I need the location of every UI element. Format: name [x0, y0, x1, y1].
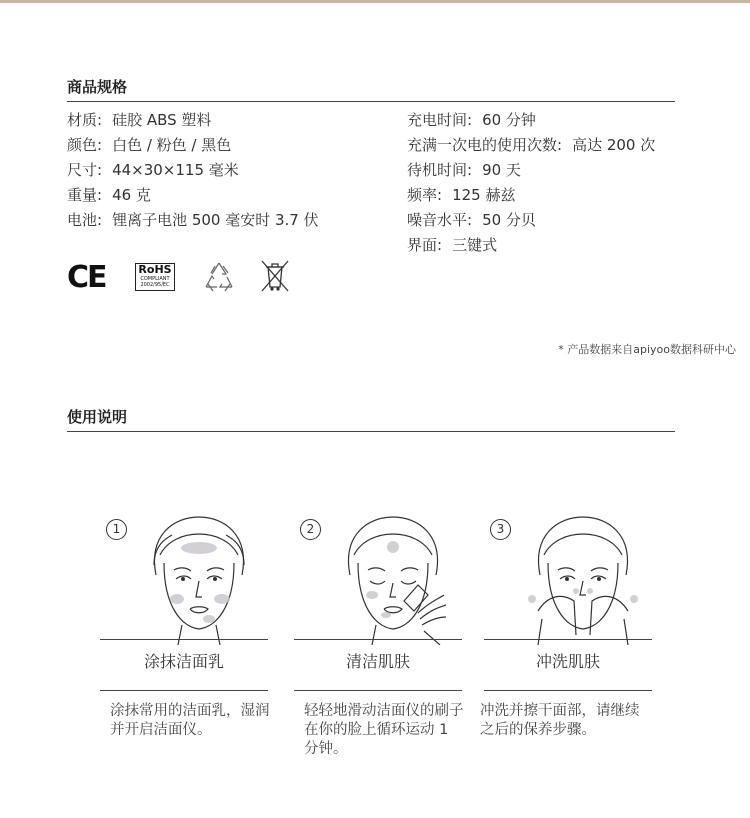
spec-label: 电池: — [67, 211, 103, 229]
step-title-rule-bottom — [294, 690, 462, 691]
specs-rule — [67, 101, 675, 102]
spec-label: 界面: — [407, 236, 443, 254]
weee-bin-icon — [259, 258, 291, 294]
spec-value: 46 克 — [112, 186, 151, 204]
spec-row-color — [67, 133, 319, 158]
spec-row-weight — [67, 183, 319, 208]
recycle-icon — [201, 260, 237, 294]
step-number-3: 3 — [490, 519, 511, 540]
step-title-3: 冲洗肌肤 — [535, 652, 600, 671]
spec-row-material — [67, 108, 319, 133]
spec-row-uses-per-charge — [407, 133, 655, 158]
usage-title: 使用说明 — [67, 408, 128, 426]
spec-label: 重量: — [67, 186, 103, 204]
face-cleansing-icon — [328, 515, 458, 645]
step-desc-3: 冲洗并擦干面部，请继续之后的保养步骤。 — [480, 703, 640, 738]
step-number-1: 1 — [106, 519, 127, 540]
spec-label: 充满一次电的使用次数: — [407, 136, 563, 154]
step-title-rule-bottom — [100, 690, 268, 691]
spec-label: 尺寸: — [67, 161, 103, 179]
rohs-subtitle: COMPLIANT — [140, 276, 170, 282]
rohs-mark-icon — [135, 263, 175, 291]
usage-rule — [67, 431, 675, 432]
spec-row-standby — [407, 158, 655, 183]
step-desc-2: 轻轻地滑动洁面仪的刷子在你的脸上循环运动 1 分钟。 — [304, 703, 464, 757]
spec-row-charge-time — [407, 108, 655, 133]
face-rinse-icon — [518, 515, 648, 645]
step-number-2: 2 — [300, 519, 321, 540]
spec-value: 高达 200 次 — [572, 136, 656, 154]
certification-marks — [67, 258, 307, 298]
spec-value: 44×30×115 毫米 — [112, 161, 239, 179]
top-divider — [0, 0, 750, 3]
step-title-2: 清洁肌肤 — [345, 652, 410, 671]
step-title-1: 涂抹洁面乳 — [143, 652, 224, 671]
spec-label: 材质: — [67, 111, 103, 129]
spec-row-noise — [407, 208, 655, 233]
spec-value: 白色 / 粉色 / 黑色 — [112, 136, 232, 154]
spec-label: 噪音水平: — [407, 211, 473, 229]
step-title-rule-top — [484, 639, 652, 640]
spec-value: 60 分钟 — [482, 111, 536, 129]
spec-label: 颜色: — [67, 136, 103, 154]
ce-mark-icon: CE — [67, 260, 106, 295]
spec-value: 硅胶 ABS 塑料 — [112, 111, 212, 129]
rohs-title: RoHS — [138, 263, 172, 276]
spec-label: 充电时间: — [407, 111, 473, 129]
spec-row-size — [67, 158, 319, 183]
specs-right-column — [407, 108, 655, 258]
spec-row-interface — [407, 233, 655, 258]
spec-label: 待机时间: — [407, 161, 473, 179]
spec-row-frequency — [407, 183, 655, 208]
step-title-rule-top — [294, 639, 462, 640]
spec-value: 锂离子电池 500 毫安时 3.7 伏 — [112, 211, 319, 229]
specs-title: 商品规格 — [67, 78, 128, 96]
spec-row-battery — [67, 208, 319, 233]
data-source-footnote: * 产品数据来自apiyoo数据科研中心 — [558, 343, 736, 356]
step-title-rule-top — [100, 639, 268, 640]
step-title-rule-bottom — [484, 690, 652, 691]
spec-value: 125 赫兹 — [452, 186, 516, 204]
spec-value: 50 分贝 — [482, 211, 536, 229]
step-desc-1: 涂抹常用的洁面乳，湿润并开启洁面仪。 — [110, 703, 270, 738]
rohs-code: 2002/95/EC — [140, 282, 170, 288]
spec-value: 三键式 — [452, 236, 498, 254]
face-apply-cleanser-icon — [134, 515, 264, 645]
specs-left-column — [67, 108, 319, 233]
spec-value: 90 天 — [482, 161, 521, 179]
spec-label: 频率: — [407, 186, 443, 204]
